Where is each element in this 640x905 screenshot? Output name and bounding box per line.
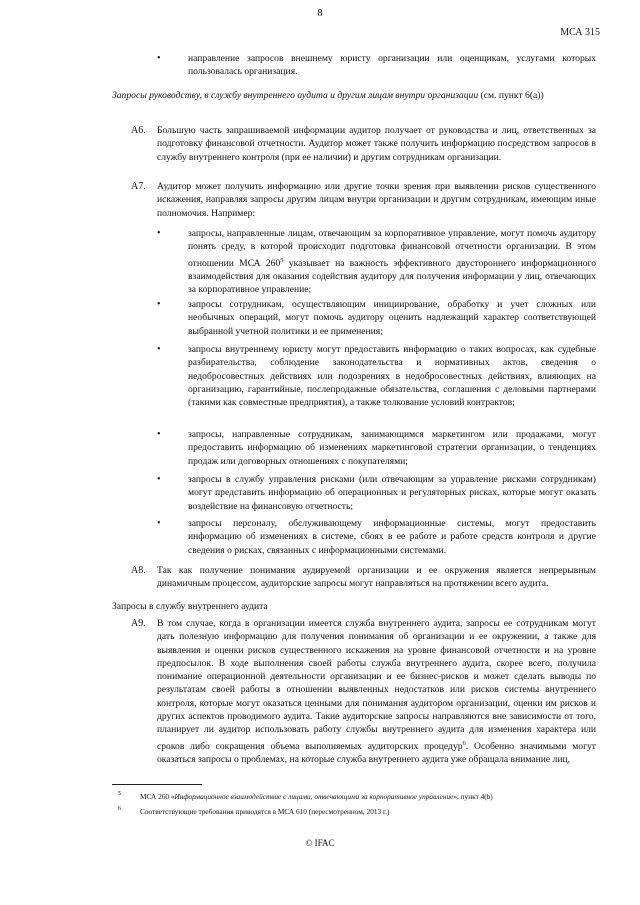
footnote-separator: [112, 784, 202, 785]
a7-bullet-1: запросы, направленные лицам, отвечающим за корпоративное управление, могут помочь аудитору понять среду, в которой происходит подготовка финансовой отчетности организации. В этом отношении МСА $260^5$ указывает на важность эффективного двустороннего информационного взаимодействия для оказания содействия аудитору для получения информации у лиц, отвечающих за корпоративное управление;: [188, 228, 596, 296]
paragraph-code-a8: A8.: [131, 565, 146, 576]
section-heading-internal-inquiries: [112, 89, 596, 102]
paragraph-code-a9: A9.: [131, 618, 146, 629]
document-code: МСА 315: [560, 27, 600, 38]
bullet-marker: •: [157, 344, 161, 355]
paragraph-a8: Так как получение понимания аудируемой организации и ее окружения является непрерывным динамичным процессом, аудиторские запросы могут направляться на протяжении всего аудита.: [157, 565, 596, 590]
paragraph-a7: Аудитор может получить информацию или другие точки зрения при выявлении рисков существенного искажения, направляя запросы другим лицам внутри организации и другим сотрудникам, имеющим иные полномочия. Например:: [157, 181, 596, 219]
top-bullet-text: направление запросов внешнему юристу организации или оценщикам, услугами которых пользовалась организация.: [188, 53, 596, 78]
footnote-mark-5: 5: [118, 791, 121, 797]
bullet-marker: •: [157, 53, 161, 64]
footnote-5: МСА 260 «Информационное взаимодействие с лицами, отвечающими за корпоративное управление», пункт 4(b): [140, 792, 493, 801]
paragraph-code-a6: A6.: [131, 125, 146, 136]
a7-bullet-6: запросы персоналу, обслуживающему информационные системы, могут предоставить информацию об изменениях в системе, сбоях в ее работе и работе средств контроля и другие сведения о рисках, связанных с информационными системами.: [188, 518, 596, 556]
a7-bullet-3: запросы внутреннему юристу могут предоставить информацию о таких вопросах, как судебные разбирательства, соблюдение законодательства и нормативных актов, сведения о недобросовестных действиях или подозрениях в недобросовестных действиях, влияющих на организацию, гарантийные, послепродажные обязательства, соглашения с деловыми партнерами (такими как совместные предприятия), а также толкование условий контрактов;: [188, 344, 596, 409]
a7-bullet-4: запросы, направленные сотрудникам, занимающимся маркетингом или продажами, могут предоставить информацию об изменениях маркетинговой стратегии организации, о тенденциях продаж или договорных отношениях с покупателями;: [188, 429, 596, 467]
page-number: 8: [317, 8, 323, 19]
bullet-marker: •: [157, 474, 161, 485]
paragraph-a6: Большую часть запрашиваемой информации аудитор получает от руководства и лиц, ответственных за подготовку финансовой отчетности. Аудитор может также получить информацию посредством запросов в службу внутреннего контроля (при ее наличии) и другим сотрудникам организации.: [157, 125, 596, 163]
section-heading-internal-audit: Запросы в службу внутреннего аудита: [112, 601, 268, 612]
bullet-marker: •: [157, 299, 161, 310]
bullet-marker: •: [157, 228, 161, 239]
bullet-marker: •: [157, 518, 161, 529]
paragraph-code-a7: A7.: [131, 181, 146, 192]
a7-bullet-2: запросы сотрудникам, осуществляющим инициирование, обработку и учет сложных или необычных операций, могут помочь аудитору оценить надлежащий характер соответствующей выбранной учетной политики и ее применения;: [188, 299, 596, 337]
paragraph-a9: В том случае, когда в организации имеется служба внутреннего аудита, запросы ее сотрудникам могут дать полезную информацию для получения понимания об организации и ее окружении, а также для выявления и оценки рисков существенного искажения на уровне финансовой отчетности и на уровне предпосылок. В ходе выполнения своей работы служба внутреннего аудита, скорее всего, получила понимание операционной деятельности организации и ее бизнес-рисков и может сделать выводы по результатам своей работы в отношении выявленных недостатков или рисков системы внутреннего контроля, которые могут оказаться ценными для понимания аудитором организации, оценки им рисков и других аспектов проводимого аудита. Такие аудиторские запросы направляются вне зависимости от того, планирует ли аудитор использовать работу службы внутреннего аудита для изменения характера или сроков либо сокращения объема выполняемых аудиторских процедур$^6$. Особенно значимыми могут оказаться запросы о проблемах, на которые служба внутреннего аудита уже обращала внимание лиц,: [157, 618, 596, 766]
footnote-6: Соответствующие требования приводятся в МСА 610 (пересмотренном, 2013 г.): [140, 807, 390, 816]
section-heading-italic: Запросы руководству, в службу внутреннего аудита и другим лицам внутри организации: [112, 90, 479, 101]
page-footer: © IFAC: [305, 838, 335, 848]
a7-bullet-5: запросы в службу управления рисками (или отвечающим за управление рисками сотрудникам) могут представить информацию об операционных и регуляторных рисках, которые могут оказать воздействие на финансовую отчетность;: [188, 474, 596, 512]
footnote-mark-6: 6: [118, 806, 121, 812]
bullet-marker: •: [157, 429, 161, 440]
section-heading-ref: (см. пункт 6(а)): [480, 90, 544, 101]
